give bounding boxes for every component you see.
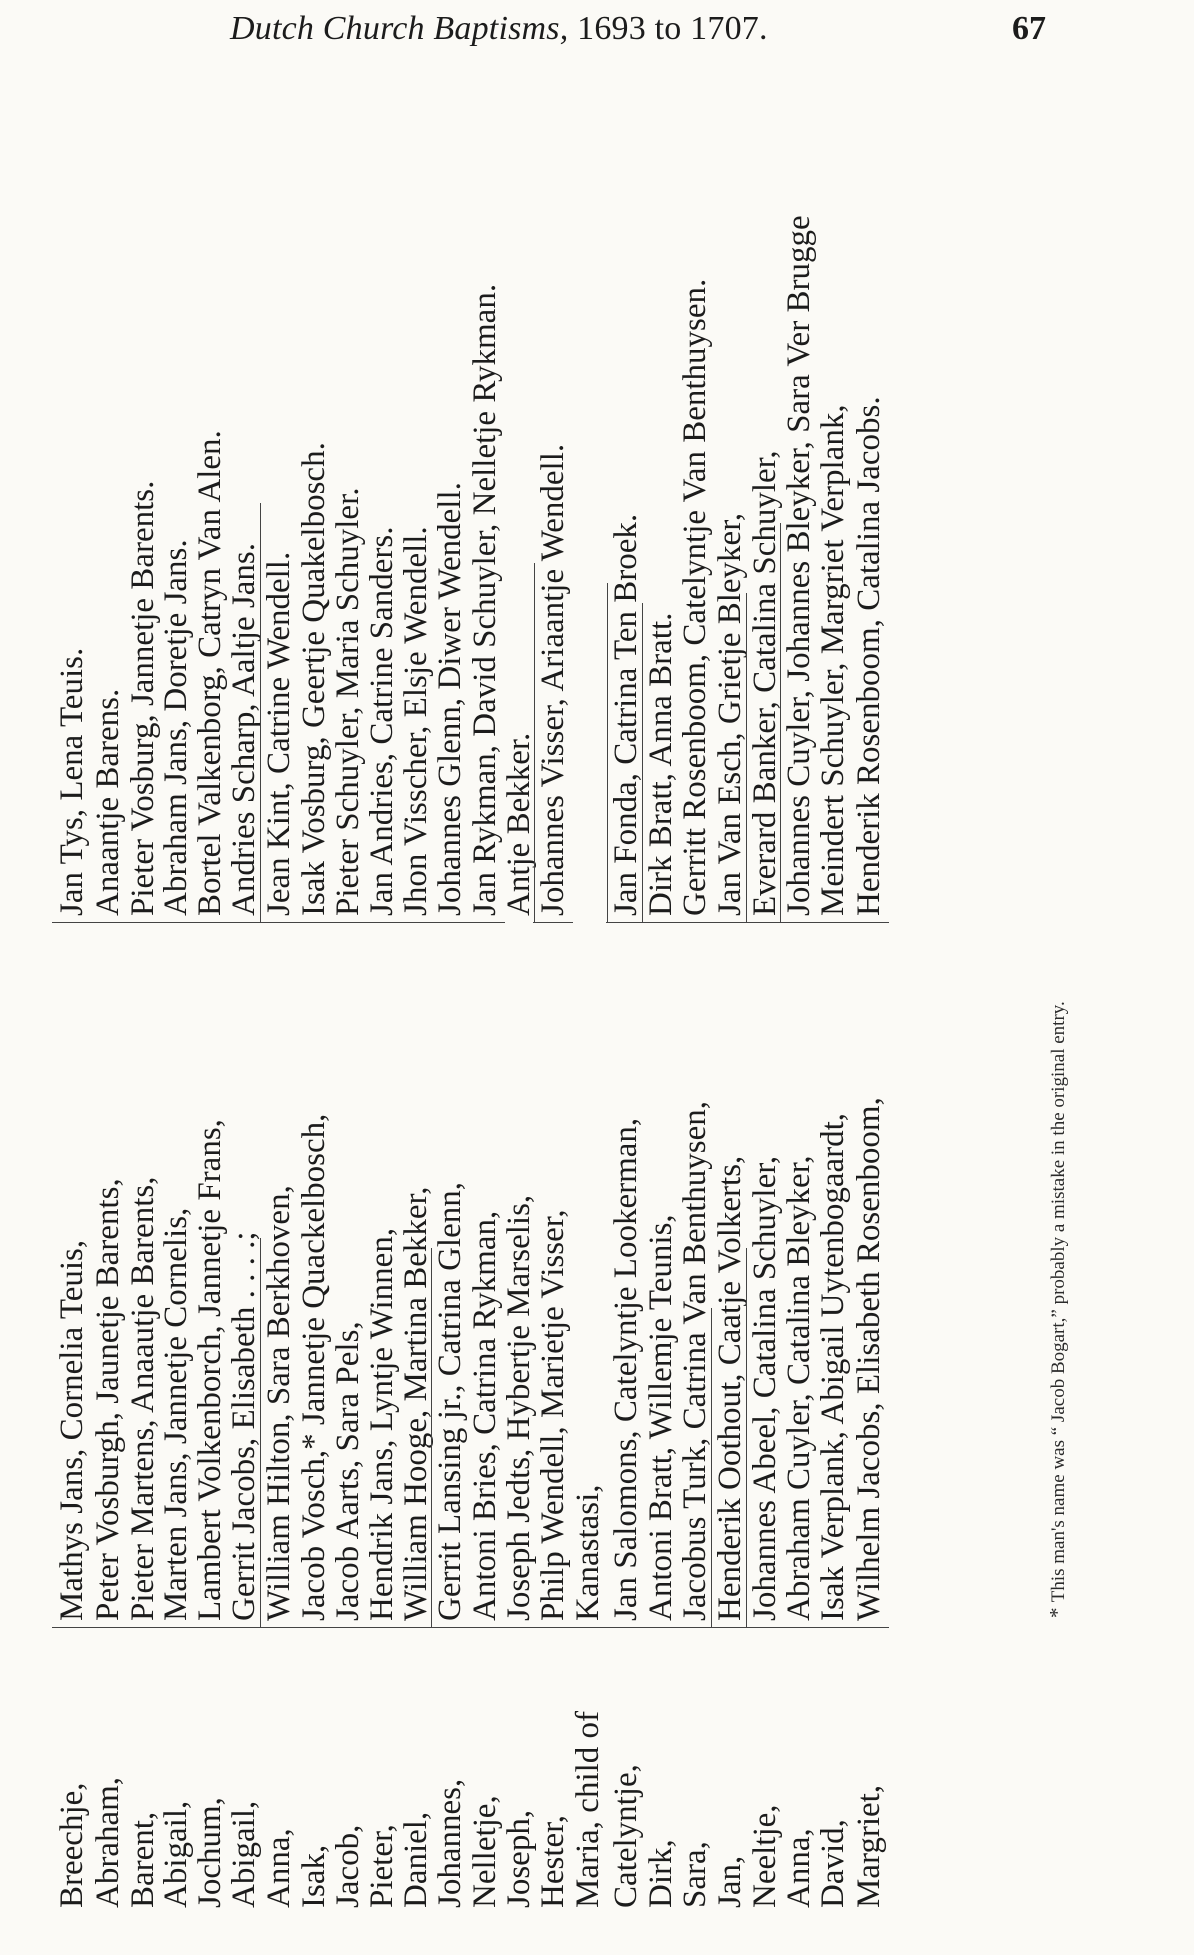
parents-cell: Abraham Cuyler, Catalina Bleyker, bbox=[779, 1155, 819, 1628]
section-rule bbox=[260, 503, 261, 923]
sponsors-cell: Meindert Schuyler, Margriet Verplank, bbox=[813, 404, 853, 923]
sponsors-cell: Jan Andries, Catrine Sanders. bbox=[362, 526, 402, 923]
child-name: Joseph, bbox=[501, 1809, 537, 1908]
table-row bbox=[259, 108, 299, 1908]
sponsors-cell: Antje Bekker. bbox=[501, 732, 537, 916]
table-row bbox=[568, 108, 608, 1908]
table-row bbox=[533, 108, 573, 1908]
sponsors-cell: Johannes Cuyler, Johannes Bleyker, Sara Ver Brugge bbox=[779, 215, 819, 923]
child-name: Abraham, bbox=[90, 1776, 126, 1908]
child-name: Jan, bbox=[712, 1855, 748, 1908]
child-name: Dirk, bbox=[643, 1839, 679, 1908]
sponsors-cell: Gerritt Rosenboom, Catelyntje Van Benthuysen. bbox=[675, 279, 715, 923]
table-row bbox=[710, 108, 750, 1908]
sponsors-cell: Everard Banker, Catalina Schuyler, bbox=[745, 450, 785, 923]
child-name: Anna, bbox=[261, 1828, 297, 1908]
parents-cell: Isak Verplank, Abigail Uytenbogaardt, bbox=[813, 1113, 853, 1628]
sponsors-cell: Johannes Visser, Ariaantje Wendell. bbox=[533, 444, 573, 923]
rotated-baptism-table bbox=[44, 108, 1069, 1908]
parents-cell: Philp Wendell, Marietje Visser, bbox=[533, 1209, 573, 1628]
parents-cell: Gerrit Lansing jr., Catrina Glenn, bbox=[430, 1182, 470, 1628]
child-name: Isak, bbox=[296, 1844, 332, 1908]
child-name: Margriet, bbox=[851, 1784, 887, 1908]
parents-cell: Gerrit Jacobs, Elisabeth . . . .; bbox=[224, 1232, 264, 1629]
child-name: Sara, bbox=[677, 1841, 713, 1908]
section-rule bbox=[711, 1308, 712, 1628]
page-number: 67 bbox=[1012, 10, 1046, 47]
parents-cell: Wilhelm Jacobs, Elisabeth Rosenboom, bbox=[849, 1097, 889, 1628]
table-row bbox=[52, 108, 92, 1908]
table-row bbox=[813, 108, 853, 1908]
running-head bbox=[230, 10, 768, 48]
sponsors-cell: Isak Vosburg, Geertje Quakelbosch. bbox=[294, 442, 334, 923]
table-row bbox=[88, 108, 128, 1908]
child-name: Maria, child of bbox=[570, 1710, 606, 1908]
sponsors-cell: Jan Rykman, David Schuyler, Nelletje Rykman. bbox=[465, 284, 505, 923]
sponsors-cell: Jan Tys, Lena Teuis. bbox=[52, 648, 92, 923]
section-rule bbox=[780, 523, 781, 923]
sponsors-cell: Anaantje Barens. bbox=[88, 689, 128, 923]
sponsors-cell: Pieter Vosburg, Jannetje Barents. bbox=[123, 481, 163, 923]
child-name: Hester, bbox=[535, 1814, 571, 1908]
sponsors-cell: Henderik Rosenboom, Catalina Jacobs. bbox=[849, 396, 889, 923]
section-rule bbox=[534, 563, 535, 923]
table-row bbox=[675, 108, 715, 1908]
parents-cell: Marten Jans, Jannetje Cornelis, bbox=[156, 1208, 196, 1628]
section-rule bbox=[642, 603, 643, 923]
parents-cell: Antoni Bries, Catrina Rykman, bbox=[465, 1211, 505, 1628]
running-title-years: 1693 to 1707. bbox=[577, 10, 768, 47]
child-name: Anna, bbox=[781, 1828, 817, 1908]
child-name: Barent, bbox=[125, 1811, 161, 1908]
parents-cell: Henderik Oothout, Caatje Volkerts, bbox=[710, 1156, 750, 1628]
child-name: Catelyntje, bbox=[608, 1764, 644, 1908]
sponsors-cell: Andries Scharp, Aaltje Jans. bbox=[224, 543, 264, 923]
table-row bbox=[430, 108, 470, 1908]
child-name: Jacob, bbox=[330, 1824, 366, 1908]
parents-cell: Antoni Bratt, Willemje Teunis, bbox=[641, 1214, 681, 1628]
child-name: Jochum, bbox=[192, 1797, 228, 1908]
sponsors-cell: Jan Van Esch, Grietje Bleyker, bbox=[710, 513, 750, 923]
child-name: David, bbox=[815, 1819, 851, 1908]
sponsors-cell: Abraham Jans, Doretje Jans. bbox=[156, 539, 196, 923]
sponsors-cell: Jean Kint, Catrine Wendell. bbox=[259, 552, 299, 923]
footnote-marker: * bbox=[1045, 1607, 1069, 1618]
running-title: Dutch Church Baptisms, bbox=[230, 10, 569, 47]
footnote-text: This man's name was “ Jacob Bogart,” probably a mistake in the original entry. bbox=[1048, 1001, 1069, 1603]
parents-cell: Lambert Volkenborch, Jannetje Frans, bbox=[190, 1119, 230, 1628]
parents-cell: Joseph Jedts, Hybertje Marselis, bbox=[499, 1195, 539, 1628]
child-name: Neeltje, bbox=[747, 1804, 783, 1908]
parents-cell: Mathys Jans, Cornelia Teuis, bbox=[52, 1240, 92, 1628]
child-name: Pieter, bbox=[364, 1824, 400, 1908]
parents-cell: William Hilton, Sara Berkhoven, bbox=[259, 1185, 299, 1628]
footnote bbox=[1044, 1001, 1072, 1618]
parents-cell: William Hooge, Martina Bekker, bbox=[396, 1187, 436, 1628]
sponsors-cell: Jhon Visscher, Elsje Wendell. bbox=[396, 526, 436, 923]
parents-cell: Peter Vosburgh, Jaunetje Barents, bbox=[88, 1178, 128, 1628]
parents-cell: Johannes Abeel, Catalina Schuyler, bbox=[745, 1156, 785, 1628]
child-name: Nelletje, bbox=[467, 1795, 503, 1908]
table-row bbox=[606, 108, 646, 1908]
child-name: Abigail, bbox=[226, 1800, 262, 1908]
parents-cell: Kanastasi, bbox=[568, 1484, 608, 1628]
child-name: Daniel, bbox=[398, 1811, 434, 1908]
parents-cell: Pieter Martens, Anaautje Barents, bbox=[123, 1177, 163, 1628]
sponsors-cell: Pieter Schuyler, Maria Schuyler. bbox=[328, 488, 368, 923]
parents-cell: Hendrik Jans, Lyntje Winnen, bbox=[362, 1228, 402, 1628]
sponsors-cell: Dirk Bratt, Anna Bratt. bbox=[641, 613, 681, 923]
parents-cell: Jacobus Turk, Catrina Van Benthuysen, bbox=[675, 1101, 715, 1628]
section-rule bbox=[746, 1248, 747, 1628]
parents-cell: Jacob Vosch,* Jannetje Quackelbosch, bbox=[294, 1114, 334, 1628]
child-name: Johannes, bbox=[432, 1778, 468, 1908]
section-rule bbox=[431, 1248, 432, 1628]
child-name: Breechje, bbox=[54, 1782, 90, 1908]
sponsors-cell: Johannes Glenn, Diwer Wendell. bbox=[430, 482, 470, 923]
section-rule bbox=[607, 583, 608, 923]
section-rule bbox=[260, 1238, 261, 1628]
child-name: Abigail, bbox=[158, 1800, 194, 1908]
parents-cell: Jan Salomons, Catelyntje Lookerman, bbox=[606, 1118, 646, 1628]
table-row bbox=[849, 108, 889, 1908]
table-row bbox=[224, 108, 264, 1908]
section-rule bbox=[746, 593, 747, 923]
sponsors-cell: Bortel Valkenborg, Catryn Van Alen. bbox=[190, 430, 230, 923]
sponsors-cell: Jan Fonda, Catrina Ten Broek. bbox=[606, 514, 646, 923]
parents-cell: Jacob Aarts, Sara Pels, bbox=[328, 1321, 368, 1628]
